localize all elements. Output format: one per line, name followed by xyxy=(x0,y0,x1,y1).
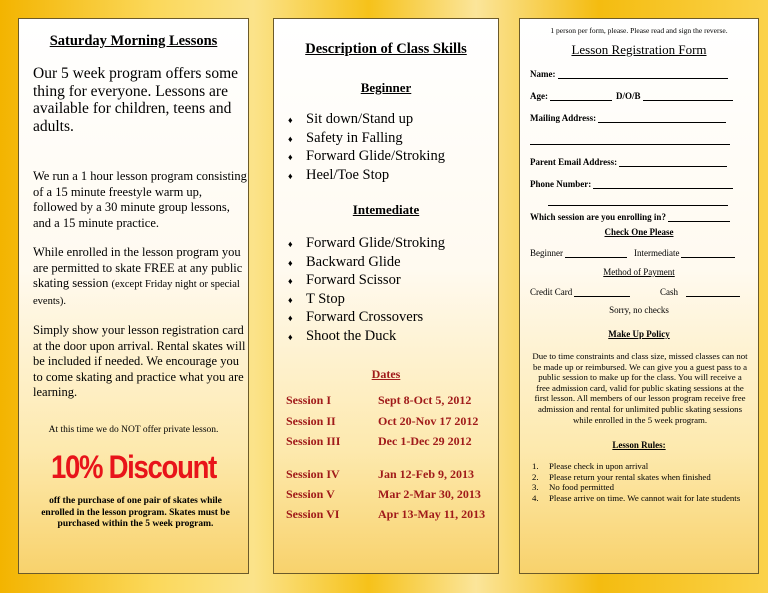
mailing-address-line-extra[interactable] xyxy=(530,135,730,145)
payment-heading: Method of Payment xyxy=(603,267,675,277)
intro-text: Our 5 week program offers some thing for everyone. Lessons are available for children, teens and adults. xyxy=(33,65,239,135)
rule-text: Please arrive on time. We cannot wait for late students xyxy=(549,492,741,503)
skill-item xyxy=(288,111,445,130)
form-instructions: 1 person per form, please. Please read and sign the reverse. xyxy=(550,26,728,35)
free-skating-info xyxy=(33,245,247,309)
dob-label: D/O/B xyxy=(616,91,641,101)
rule-text: No food permitted xyxy=(549,482,614,493)
rule-number: 4. xyxy=(532,492,539,503)
skill-label: Safety in Falling xyxy=(306,129,403,146)
skill-item xyxy=(288,167,445,186)
intermediate-option-label: Intermediate xyxy=(634,248,680,258)
phone-line-2[interactable] xyxy=(548,196,728,206)
registration-card-info: Simply show your lesson registration card at the door upon arrival. Rental skates will be included if needed. We encourage you to come skating and practice what you are learning. xyxy=(33,323,246,399)
skill-label: Forward Scissor xyxy=(306,272,401,288)
form-title: Lesson Registration Form xyxy=(571,42,707,57)
lessons-info-panel xyxy=(18,18,249,574)
intermediate-heading: Intemediate xyxy=(352,202,420,217)
skill-item xyxy=(288,291,445,310)
skill-label: Heel/Toe Stop xyxy=(306,166,390,183)
phone-field[interactable] xyxy=(530,179,733,189)
skill-label: Forward Glide/Stroking xyxy=(306,235,445,251)
rule-item xyxy=(532,472,754,483)
name-field[interactable] xyxy=(530,69,728,79)
beginner-heading: Beginner xyxy=(360,80,412,95)
skill-item xyxy=(288,235,445,254)
rule-text: Please return your rental skates when finished xyxy=(549,471,711,482)
credit-card-option[interactable] xyxy=(530,287,630,297)
intermediate-skill-list xyxy=(288,235,445,346)
diamond-bullet-icon: ♦ xyxy=(288,170,293,181)
diamond-bullet-icon: ♦ xyxy=(288,257,293,268)
skill-item xyxy=(288,148,445,167)
free-skating-text: While enrolled in the lesson program you are permitted to skate FREE at any public skating session xyxy=(33,245,243,290)
skill-label: T Stop xyxy=(306,290,345,307)
skill-item xyxy=(288,328,445,347)
session-date-range: Jan 12-Feb 9, 2013 xyxy=(378,467,474,481)
session-question-label: Which session are you enrolling in? xyxy=(530,212,666,222)
session-name: Session V xyxy=(286,487,335,501)
skill-item xyxy=(288,254,445,273)
check-one-heading: Check One Please xyxy=(604,227,674,237)
parent-email-line[interactable] xyxy=(619,157,727,167)
skill-item xyxy=(288,272,445,291)
session-answer-line[interactable] xyxy=(668,212,730,222)
rule-item xyxy=(532,461,754,472)
intermediate-option-line[interactable] xyxy=(681,248,735,258)
rule-number: 3. xyxy=(532,482,539,493)
diamond-bullet-icon: ♦ xyxy=(288,133,293,144)
phone-line-extra[interactable] xyxy=(548,196,728,206)
rule-number: 2. xyxy=(532,471,539,482)
session-date-range: Apr 13-May 11, 2013 xyxy=(378,507,486,521)
parent-email-field[interactable] xyxy=(530,157,727,167)
private-lesson-note: At this time we do NOT offer private lesson. xyxy=(48,425,219,435)
skill-label: Sit down/Stand up xyxy=(306,111,414,127)
makeup-policy-text: Due to time constraints and class size, missed classes can not be made up or reimbursed. We can give you a guest pass to a public session to make up for the class. You will receive a free admission card, valid for public skating sessions at the first lesson. All members of our lesson program receive free admission and rental for unlimited public skating sessions while enrolled in the 5 week program. xyxy=(532,351,748,425)
program-description: We run a 1 hour lesson program consisting of a 15 minute freestyle warm up, followed by a 30 minute group lessons, and a 15 minute practice. xyxy=(33,169,247,230)
skill-label: Shoot the Duck xyxy=(306,327,397,344)
session-name: Session II xyxy=(286,414,336,428)
skill-label: Backward Glide xyxy=(306,253,401,270)
diamond-bullet-icon: ♦ xyxy=(288,313,293,323)
credit-card-line[interactable] xyxy=(574,287,630,297)
credit-card-label: Credit Card xyxy=(530,287,573,297)
beginner-skill-list xyxy=(288,111,445,185)
lesson-rules-list xyxy=(532,461,754,503)
discount-details: off the purchase of one pair of skates while enrolled in the lesson program. Skates must be purchased within the 5 week program. xyxy=(41,496,230,529)
session-question-field[interactable] xyxy=(530,212,730,222)
session-name: Session IV xyxy=(286,467,340,481)
lessons-title: Saturday Morning Lessons xyxy=(49,33,218,49)
beginner-option[interactable] xyxy=(530,248,627,258)
discount-banner: 10% Discount xyxy=(51,449,216,485)
skill-item xyxy=(288,130,445,149)
parent-email-label: Parent Email Address: xyxy=(530,157,618,167)
diamond-bullet-icon: ♦ xyxy=(288,239,293,249)
name-line[interactable] xyxy=(558,69,728,79)
beginner-option-label: Beginner xyxy=(530,248,563,258)
cash-label: Cash xyxy=(660,287,678,297)
session-date-range: Oct 20-Nov 17 2012 xyxy=(378,414,479,428)
cash-line[interactable] xyxy=(686,287,740,297)
rule-number: 1. xyxy=(532,461,539,471)
intermediate-option[interactable] xyxy=(634,248,735,258)
dates-heading: Dates xyxy=(371,367,401,381)
cash-option[interactable] xyxy=(660,287,740,297)
diamond-bullet-icon: ♦ xyxy=(288,331,293,342)
phone-line[interactable] xyxy=(593,179,733,189)
session-name: Session VI xyxy=(286,507,340,521)
lesson-rules-heading: Lesson Rules: xyxy=(612,440,666,450)
mailing-address-label: Mailing Address: xyxy=(530,113,597,123)
rule-text: Please check in upon arrival xyxy=(549,461,649,471)
no-checks-note: Sorry, no checks xyxy=(609,305,669,315)
makeup-policy-heading: Make Up Policy xyxy=(608,329,670,339)
session-name: Session I xyxy=(286,393,332,407)
diamond-bullet-icon: ♦ xyxy=(288,152,293,162)
class-skills-panel xyxy=(273,18,499,574)
dob-line[interactable] xyxy=(643,91,733,101)
diamond-bullet-icon: ♦ xyxy=(288,115,293,125)
skill-item xyxy=(288,309,445,328)
diamond-bullet-icon: ♦ xyxy=(288,276,293,286)
phone-label: Phone Number: xyxy=(530,179,592,189)
session-date-range: Mar 2-Mar 30, 2013 xyxy=(378,487,481,501)
free-skating-exception: (except Friday night or special events). xyxy=(33,279,240,307)
mailing-address-line-2[interactable] xyxy=(530,135,730,145)
skill-label: Forward Glide/Stroking xyxy=(306,148,445,164)
session-name: Session III xyxy=(286,434,341,448)
age-label: Age: xyxy=(530,91,548,101)
age-dob-field[interactable] xyxy=(530,91,733,101)
mailing-address-field[interactable] xyxy=(530,113,726,123)
rule-item xyxy=(532,482,754,493)
skill-label: Forward Crossovers xyxy=(306,309,424,325)
mailing-address-line[interactable] xyxy=(598,113,726,123)
session-date-range: Dec 1-Dec 29 2012 xyxy=(378,434,472,448)
skills-title: Description of Class Skills xyxy=(305,41,467,57)
beginner-option-line[interactable] xyxy=(565,248,627,258)
session-date-range: Sept 8-Oct 5, 2012 xyxy=(378,393,472,407)
age-line[interactable] xyxy=(550,91,612,101)
rule-item xyxy=(532,493,754,504)
registration-form-panel xyxy=(519,18,759,574)
diamond-bullet-icon: ♦ xyxy=(288,294,293,305)
name-label: Name: xyxy=(530,69,556,79)
